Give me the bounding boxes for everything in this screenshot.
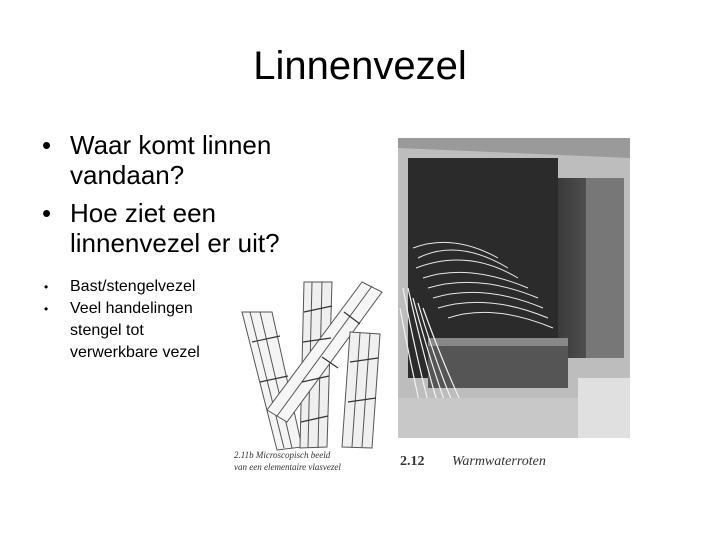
bullet-text: Hoe ziet een linnenvezel er uit? xyxy=(70,198,280,258)
figure-caption: van een elementaire vlasvezel xyxy=(234,462,341,472)
figure-caption: 2.11b Microscopisch beeld xyxy=(234,450,331,460)
bullet-marker: • xyxy=(44,280,49,294)
sub-bullet-list xyxy=(44,276,244,364)
bullet-text: Bast/stengelvezel xyxy=(70,278,196,295)
bullet-text: stengel tot xyxy=(70,322,144,339)
figure-caption: Warmwaterroten xyxy=(452,454,546,469)
bullet-text: Waar komt linnen vandaan? xyxy=(70,130,272,190)
bullet-marker: • xyxy=(42,198,52,228)
bullet-marker: • xyxy=(44,302,49,316)
slide-title: Linnenvezel xyxy=(253,44,467,88)
bullet-text: Veel handelingen xyxy=(70,300,193,317)
warm-water-retting-photo xyxy=(398,138,630,438)
bullet-item xyxy=(42,198,322,258)
sub-bullet-continuation xyxy=(44,342,244,364)
main-bullet-list xyxy=(42,130,322,266)
bullet-marker: • xyxy=(42,130,52,160)
bullet-item xyxy=(42,130,322,190)
sub-bullet-continuation xyxy=(44,320,244,342)
figure-number: 2.12 xyxy=(400,454,425,469)
sub-bullet-item xyxy=(44,298,244,320)
sub-bullet-item xyxy=(44,276,244,298)
flax-fiber-microscope-drawing xyxy=(232,272,392,477)
bullet-text: verwerkbare vezel xyxy=(70,344,200,361)
